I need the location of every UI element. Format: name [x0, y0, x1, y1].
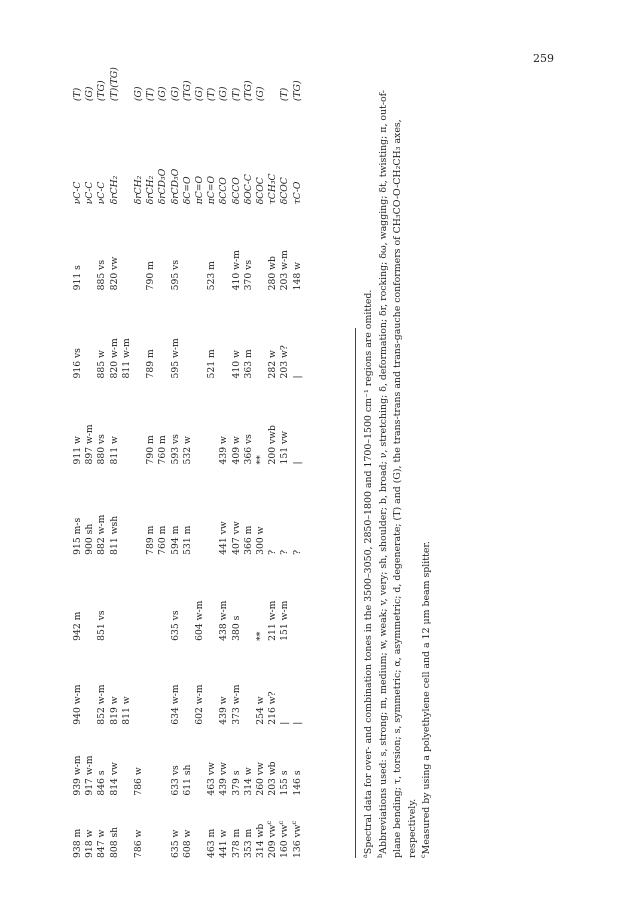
table-cell: νC-C [72, 181, 83, 205]
table-cell: 160 $vw^c$ [277, 820, 291, 858]
table-row [194, 58, 206, 858]
table-cell: 211 w-m [267, 600, 279, 641]
page-number: 259 [533, 52, 554, 65]
table-cell: 407 vw [230, 521, 242, 555]
table-cell: | [291, 721, 303, 725]
table-cell: ** [255, 455, 267, 465]
table-cell: 608 w [181, 829, 193, 858]
table-cell: 370 vs [242, 259, 254, 291]
table-cell [206, 641, 218, 725]
table-cell: 911 s [72, 265, 83, 291]
table-cell: 463 vw [206, 762, 218, 796]
table-cell [182, 290, 194, 378]
table-cell: 379 s [230, 770, 242, 796]
table-cell: 940 w-m [72, 684, 83, 725]
table-cell: (G) [218, 86, 230, 102]
table-cell [194, 204, 206, 290]
table-cell: (G) [133, 86, 145, 102]
table-cell: 136 $vw^c$ [289, 820, 303, 858]
table-cell: (TG) [291, 80, 303, 102]
table-cell: 373 w-m [230, 684, 242, 725]
table-cell: 146 s [291, 770, 303, 796]
table-cell: 790 m [145, 435, 157, 465]
table-row [72, 58, 84, 858]
table-cell: 635 vs [169, 610, 181, 641]
table-cell: 521 m [206, 349, 218, 379]
table-cell [182, 204, 194, 290]
table-cell [157, 796, 169, 858]
table-cell: 819 w [108, 696, 120, 725]
table-cell: 200 vwb [267, 425, 279, 465]
table-cell [133, 204, 145, 290]
table-cell: 942 m [72, 611, 83, 641]
table-cell: 531 m [181, 525, 193, 555]
table-cell [206, 555, 218, 641]
table-cell: 633 vs [169, 765, 181, 796]
table-cell [121, 725, 133, 796]
table-cell [133, 555, 145, 641]
footnote-c-text: Measured by using a polyethylene cell and a 12 μm beam splitter. [421, 541, 432, 855]
table-cell: 851 vs [96, 610, 108, 641]
table-cell: πC=O [194, 175, 206, 205]
table-cell: (TG) [96, 80, 108, 102]
table-body [72, 58, 304, 858]
table-cell [243, 641, 255, 725]
footnote-c [420, 78, 435, 858]
table-cell: δCCO [218, 177, 230, 205]
table-cell: 151 w-m [279, 600, 291, 641]
table-cell: 808 sh [108, 826, 120, 858]
table-cell: 885 w [96, 350, 108, 379]
table-cell [157, 290, 169, 378]
table-cell: (G) [84, 86, 96, 102]
table-cell [133, 641, 145, 725]
table-cell: 611 sh [181, 764, 193, 796]
table-cell: δOC-C [242, 174, 254, 205]
spectra-table [72, 58, 304, 858]
table-cell [121, 58, 133, 101]
table-cell: πC=O [206, 175, 218, 205]
table-cell [84, 204, 96, 290]
table-cell: 203 wb [267, 761, 279, 796]
table-cell: 300 w [255, 526, 267, 555]
rotated-table-block [72, 67, 552, 858]
table-cell: 938 m [72, 828, 83, 858]
table-cell: (T) [230, 87, 242, 102]
table-cell: 314 w [242, 767, 254, 796]
table-cell: 439 vw [218, 762, 230, 796]
table-cell: 915 m-s [72, 517, 83, 555]
table-cell [292, 555, 304, 641]
table-cell: 820 vw [108, 256, 120, 291]
table-row [218, 58, 230, 858]
table-cell [157, 641, 169, 725]
table-row [292, 58, 304, 858]
table-cell: (G) [255, 86, 267, 102]
table-cell: 282 w [267, 350, 279, 379]
table-cell [194, 725, 206, 796]
table-cell: 939 w-m [72, 755, 83, 796]
table-cell: 811 w-m [120, 338, 132, 379]
table-cell: δCCO [230, 177, 242, 205]
table-cell: 155 s [279, 770, 291, 796]
table-cell: 203 w-m [279, 250, 291, 291]
footnote-a [362, 78, 377, 858]
table-row [170, 58, 182, 858]
table-cell [145, 725, 157, 796]
table-cell: 280 wb [267, 256, 279, 291]
table-cell: 811 w [108, 436, 120, 465]
table-cell: 439 w [218, 436, 230, 465]
table-cell [121, 555, 133, 641]
table-cell: 463 m [206, 828, 218, 858]
table-cell [133, 465, 145, 555]
table-cell: 594 m [169, 525, 181, 555]
table-cell [133, 290, 145, 378]
table-row [279, 58, 291, 858]
table-cell: | [279, 721, 291, 725]
table-cell: δCOC [279, 177, 291, 205]
table-cell: 911 w [72, 436, 83, 465]
table-cell: 438 w-m [218, 600, 230, 641]
table-cell: 410 w [230, 350, 242, 379]
table-cell [194, 378, 206, 464]
table-cell: 760 m [157, 525, 169, 555]
footnote-b [377, 78, 421, 858]
table-cell [84, 641, 96, 725]
footnotes [362, 78, 435, 858]
table-cell: δrCD₃O [157, 168, 169, 205]
table-cell [182, 641, 194, 725]
table-cell: 254 w [255, 696, 267, 725]
table-cell [84, 555, 96, 641]
table-row [206, 58, 218, 858]
table-row [96, 58, 108, 858]
table-cell: | [291, 461, 303, 465]
table-row [157, 58, 169, 858]
footnote-b-mark: b [375, 853, 384, 858]
table-cell [218, 290, 230, 378]
table-cell: 846 s [96, 770, 108, 796]
table-cell: 216 w? [267, 691, 279, 725]
table-cell: 811 w [120, 696, 132, 725]
table-cell: 595 vs [169, 259, 181, 291]
table-cell [157, 725, 169, 796]
table-cell: 410 w-m [230, 250, 242, 291]
table-cell: 203 w? [279, 345, 291, 379]
table-cell: 380 s [230, 615, 242, 641]
table-cell: δrCD₃O [169, 168, 181, 205]
table-row [182, 58, 194, 858]
table-cell: 151 vw [279, 430, 291, 465]
table-cell: δrCH₂ [133, 175, 145, 205]
table-cell [267, 58, 279, 101]
table-cell: (G) [169, 86, 181, 102]
table-cell [243, 555, 255, 641]
table-cell: 209 $vw^c$ [265, 820, 279, 858]
table-cell: 260 vw [255, 762, 267, 796]
table-cell: ** [255, 631, 267, 641]
table-cell [194, 290, 206, 378]
table-cell [145, 796, 157, 858]
table-cell: 880 vs [96, 434, 108, 465]
table-cell: δCOC [255, 177, 267, 205]
table-cell: 634 w-m [169, 684, 181, 725]
table-cell: τCH₃C [267, 173, 279, 205]
table-cell: 917 w-m [84, 755, 96, 796]
table-cell: 852 w-m [96, 684, 108, 725]
table-cell [121, 465, 133, 555]
table-cell: 882 w-m [96, 514, 108, 555]
table-cell: δrCH₂ [108, 175, 120, 205]
table-cell: 532 w [181, 436, 193, 465]
table-row [267, 58, 279, 858]
table-cell [255, 204, 267, 290]
table-cell: 789 m [145, 349, 157, 379]
table-row [121, 58, 133, 858]
table-cell: 820 w-m [108, 338, 120, 379]
table-cell [84, 290, 96, 378]
table-cell: 314 wb [255, 823, 267, 858]
table-row [133, 58, 145, 858]
table-cell: 900 sh [84, 523, 96, 555]
table-cell: 760 m [157, 435, 169, 465]
table-cell: δrCH₂ [145, 175, 157, 205]
table-cell [145, 641, 157, 725]
table-cell: 897 w-m [84, 424, 96, 465]
table-cell: 593 vs [169, 434, 181, 465]
table-cell: 523 m [206, 261, 218, 291]
table-cell [255, 290, 267, 378]
table-cell: (T) [206, 87, 218, 102]
table-row [243, 58, 255, 858]
table-cell: 635 w [169, 829, 181, 858]
table-cell: 786 w [133, 829, 145, 858]
table-cell: 441 vw [218, 521, 230, 555]
table-cell: 786 w [133, 767, 145, 796]
table-cell: 918 w [84, 829, 96, 858]
footnote-b-text: Abbreviations used: s, strong; m, medium; w, weak; v, very; sh, shoulder; b, broad; ν, stretching; δ, deformation; δr, rocking; δω, wagging; δt, twisting; π, out-of-plane bending; τ, torsion; s, symmetric; α, asymmetric; d, degenerate; (T) and (G), the trans-trans and trans-gauche conformers of CH₃CO-O-CH₂CH₃ axes, respectively. [377, 90, 418, 858]
table-cell: (T) [145, 87, 157, 102]
table-cell [218, 204, 230, 290]
table-cell [182, 555, 194, 641]
table-cell [109, 555, 121, 641]
table-row [255, 58, 267, 858]
table-cell: (T) [72, 87, 83, 102]
footnote-rule [355, 328, 356, 858]
table-cell: 604 w-m [194, 600, 206, 641]
table-cell: νC-C [96, 181, 108, 205]
table-cell: 811 wsh [108, 515, 120, 555]
table-cell [133, 378, 145, 464]
table-cell: 366 m [242, 525, 254, 555]
table-cell: 847 w [96, 829, 108, 858]
table-cell [121, 378, 133, 464]
table-cell: 602 w-m [194, 684, 206, 725]
table-cell: τC-O [291, 181, 303, 205]
table-cell [194, 465, 206, 555]
table-cell: 885 vs [96, 259, 108, 291]
table-row [84, 58, 96, 858]
table-cell: 409 w [230, 436, 242, 465]
table-cell [206, 378, 218, 464]
table-cell: ? [267, 549, 279, 555]
table-cell: νC-C [84, 181, 96, 205]
table-cell [157, 204, 169, 290]
table-cell: (T)(TG) [108, 67, 120, 102]
table-cell [121, 204, 133, 290]
table-cell [121, 101, 133, 204]
table-cell: 363 m [242, 349, 254, 379]
table-cell: (T) [279, 87, 291, 102]
footnote-a-mark: a [360, 854, 369, 858]
footnote-a-text: Spectral data for over- and combination tones in the 3500–3050, 2850–1800 and 1700–1500 cm⁻¹ regions are omitted. [363, 289, 374, 855]
table-cell: 378 m [230, 828, 242, 858]
table-cell: 790 m [145, 261, 157, 291]
table-cell: 595 w-m [169, 338, 181, 379]
table-row [231, 58, 243, 858]
table-cell: 366 vs [242, 434, 254, 465]
table-cell: (G) [194, 86, 206, 102]
table-row [145, 58, 157, 858]
table-cell: 439 w [218, 696, 230, 725]
table-cell [121, 796, 133, 858]
table-cell: 789 m [145, 525, 157, 555]
table-cell [145, 555, 157, 641]
table-cell: (TG) [181, 80, 193, 102]
table-cell [157, 555, 169, 641]
table-cell: δC=O [181, 176, 193, 205]
table-row [109, 58, 121, 858]
table-cell: ? [291, 549, 303, 555]
footnote-c-mark: c [418, 854, 427, 858]
table-cell: 916 vs [72, 348, 83, 379]
table-cell [206, 465, 218, 555]
table-cell: | [291, 375, 303, 379]
table-cell: ? [279, 549, 291, 555]
table-cell: 441 w [218, 829, 230, 858]
table-cell: (G) [157, 86, 169, 102]
table-cell: 353 m [242, 828, 254, 858]
table-cell [194, 796, 206, 858]
table-cell: 148 w [291, 261, 303, 291]
table-cell: 814 vw [108, 762, 120, 796]
table-cell: (TG) [242, 80, 254, 102]
